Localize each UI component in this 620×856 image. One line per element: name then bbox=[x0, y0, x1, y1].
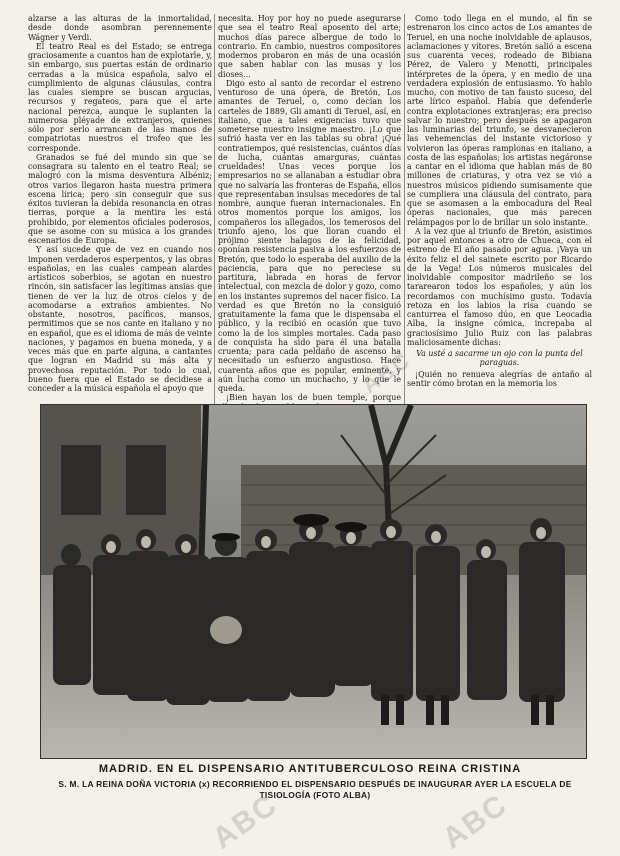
watermark: ABC bbox=[357, 346, 416, 399]
column-divider bbox=[214, 14, 215, 412]
paragraph: A la vez que al triunfo de Bretón, asistimos por aquel entonces a otro de Chueca, con el estreno de El año pasado por agua. ¡Vaya un éxito feliz el del sainete escrito por Ricardo de la Vega! Los números musicales del inolvidable compositor madrileño se los tararearon todos los españoles, y aún los recordamos con muchísimo gusto. Todavía retoza en los labios la risa cuando se canturrea el famoso dúo, en que Leocadia Alba, la insigne cómica, increpaba al graciosísimo Julio Ruiz con las palabras maliciosamente dichas: bbox=[407, 226, 592, 347]
paragraph: Granados se fué del mundo sin que se consagrara su talento en el teatro Real; se malogró con la misma desventura Albéniz; otros varios llegaron hasta nuestra primera escena lírica; pero sin conseguir que sus éxitos tuvieran la debida resonancia en otras tierras, porque a la mentira les está prohibido, por elementos oficiales poderosos, que se asome con su música a los grandes escenarios de Europa. bbox=[28, 152, 212, 245]
paragraph: necesita. Hoy por hoy no puede asegurarse que sea el teatro Real aposento del arte; muchos días parece albergue de todo lo contrario. En cambio, nuestros compositores modernos probaron en más de una ocasión que saben hablar con las musas y los dioses... bbox=[218, 14, 401, 79]
paragraph: ¡Bien hayan los de buen temple, porque bbox=[226, 393, 401, 403]
watermark: ABC bbox=[436, 787, 514, 856]
quote: Va usté a sacarme un ojo con la punta del paraguas. bbox=[416, 349, 583, 368]
paragraph: Y así sucede que de vez en cuando nos imponen verdaderos esperpentos, y las obras españolas, en las cuales campean alardes artísticos soberbios, se agotan en nuestro rincón, sin satisfacer las legítimas ansias que tienen de ver la luz de otros cielos y de acomodarse a extraños ambientes. No obstante, nosotros, pacíficos, mansos, permitimos que se nos cante en italiano y no en español, que es el idioma de más de veinte naciones, y pagamos en buena moneda, y a veces más que en parte alguna, a cantantes que logran en Madrid su más alta y provechosa reputación. Por todo lo cual, bueno fuera que el Estado se decidiese a conceder a la música española el apoyo que bbox=[28, 245, 212, 393]
paragraph: ¡Quién no renueva alegrías de antaño al sentir cómo brotan en la memoria los bbox=[407, 369, 592, 388]
text-column-1 bbox=[28, 14, 212, 412]
text-column-3 bbox=[407, 14, 592, 412]
paragraph: El teatro Real es del Estado; se entrega graciosamente a cuantos han de explotarle, y, sin embargo, sus puertas están de ordinario cerradas a la música española, salvo el cumplimiento de algunas cláusulas, contra las cuales siempre se buscan argucias, recursos y regateos, para que el arte nacional perezca, aunque le suplanten la numerosa pléyade de extranjeros, quienes sólo por serlo arrancan de las manos de compatriotas nuestros el trofeo que les corresponde. bbox=[28, 41, 212, 153]
photo-caption-title: MADRID. EN EL DISPENSARIO ANTITUBERCULOSO REINA CRISTINA bbox=[98, 763, 522, 775]
watermark: ABC bbox=[206, 787, 284, 856]
text-column-2 bbox=[218, 14, 401, 412]
paragraph: alzarse a las alturas de la inmortalidad, desde donde asombran perennemente Wágner y Verdi. bbox=[28, 14, 212, 42]
paragraph: Como todo llega en el mundo, al fin se estrenaron los cinco actos de Los amantes de Teruel, en una noche inolvidable de aplausos, aclamaciones y vítores. Bretón salió a escena sus cuarenta veces, rodeado de Bibiana Pérez, de Valero y Menotti, principales intérpretes de la ópera, y en medio de una verdadera explosión de entusiasmo. Yo hablo mucho, con motivo de tan fausto suceso, del arte lírico español. Había que defenderle contra explotaciones extranjeras; era preciso salvar lo nuestro; pero después se apagaron las luminarias del triunfo, se desvanecieron las vehemencias del instante victorioso y volvieron las óperas ramplonas en italiano, a costa de las españolas; los artistas negáronse a cantar en el idioma que hablan más de 80 millones de criaturas, y otra vez se vió a nuestros músicos pidiendo sumisamente que se cumpliera una cláusula del contrato, para que se asomasen a la embocadura del Real óperas nacionales, que más parecen relámpagos por lo de brillar un solo instante. bbox=[407, 14, 592, 227]
paragraph: Digo esto al santo de recordar el estreno venturoso de una ópera, de Bretón, Los amantes de Teruel, o, como decían los carteles de 1889, Gli amanti di Teruel, así, en italiano, que a tales exigencias tuvo que someterse nuestro insigne maestro. ¡Lo que sufrió hasta ver en las tablas su obra! ¡Qué contratiempos, qué resistencias, cuántos días de lucha, cuántas amarguras, cuántas crueldades! Unas veces porque los empresarios no se allanaban a estudiar obra que no salvaría las fronteras de España, ellos que representaban insulsas mecedores de tal nombre, aunque fueran internacionales. En otros momentos porque los amigos, los compañeros los allegados, los temerosos del triunfo ajeno, los que lloran cuando el prójimo siente halagos de la felicidad, oponían resistencia pasiva a los esfuerzos de Bretón, que todo lo esperaba del auxilio de la paciencia, para que no pereciese su partitura, labrada en horas de fervor intelectual, con mezcla de dolor y gozo, como en los instantes supremos del nacer físico. La verdad es que Bretón no la consiguió gratuitamente la fama que le dispensaba el público, y la recibió en ocasión que tuvo como la de los simples mortales. Cada paso de conquista ha sido para él una batalla cruenta; para cada peldaño de ascenso ha necesitado un esfuerzo angustioso. Hace cuarenta años que es popular, eminente, y aún lucha como un muchacho, y lo que le queda. bbox=[218, 78, 401, 393]
group-photo bbox=[40, 404, 587, 759]
photo-caption-subtitle: S. M. LA REINA DOÑA VICTORIA (x) RECORRIENDO EL DISPENSARIO DESPUÉS DE INAUGURAR AYER LA ESCUELA DE TISIOLOGÍA (FOTO ALBA) bbox=[58, 779, 572, 800]
